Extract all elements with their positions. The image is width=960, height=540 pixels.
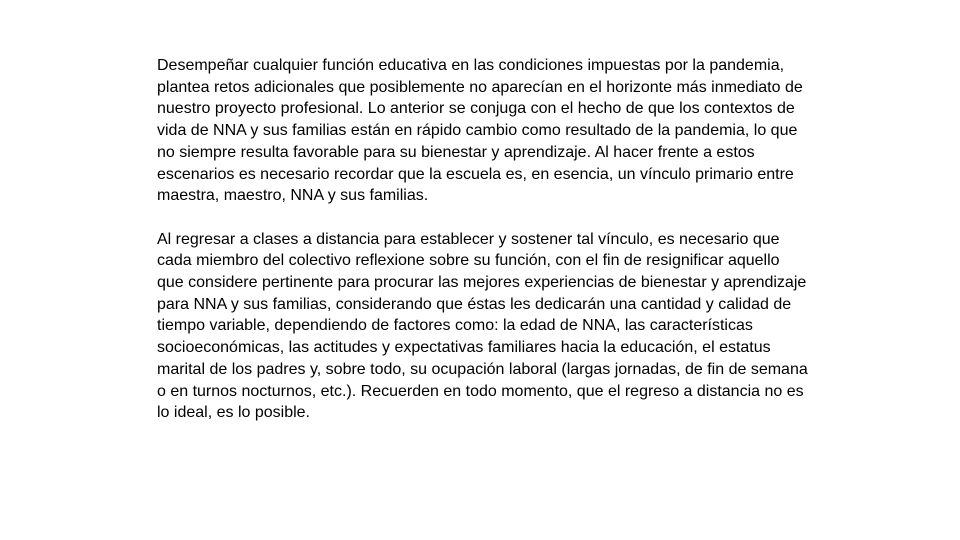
text-block — [157, 55, 809, 424]
paragraph-2: Al regresar a clases a distancia para establecer y sostener tal vínculo, es necesario que cada miembro del colectivo reflexione sobre su función, con el fin de resignificar aquello que considere pertinente para procurar las mejores experiencias de bienestar y aprendizaje para NNA y sus familias, considerando que éstas les dedicarán una cantidad y calidad de tiempo variable, dependiendo de factores como: la edad de NNA, las características socioeconómicas, las actitudes y expectativas familiares hacia la educación, el estatus marital de los padres y, sobre todo, su ocupación laboral (largas jornadas, de fin de semana o en turnos nocturnos, etc.). Recuerden en todo momento, que el regreso a distancia no es lo ideal, es lo posible. — [157, 230, 808, 422]
paragraph-1: Desempeñar cualquier función educativa en las condiciones impuestas por la pandemia, plantea retos adicionales que posiblemente no aparecían en el horizonte más inmediato de nuestro proyecto profesional. Lo anterior se conjuga con el hecho de que los contextos de vida de NNA y sus familias están en rápido cambio como resultado de la pandemia, lo que no siempre resulta favorable para su bienestar y aprendizaje. Al hacer frente a estos escenarios es necesario recordar que la escuela es, en esencia, un vínculo primario entre maestra, maestro, NNA y sus familias. — [157, 57, 803, 205]
